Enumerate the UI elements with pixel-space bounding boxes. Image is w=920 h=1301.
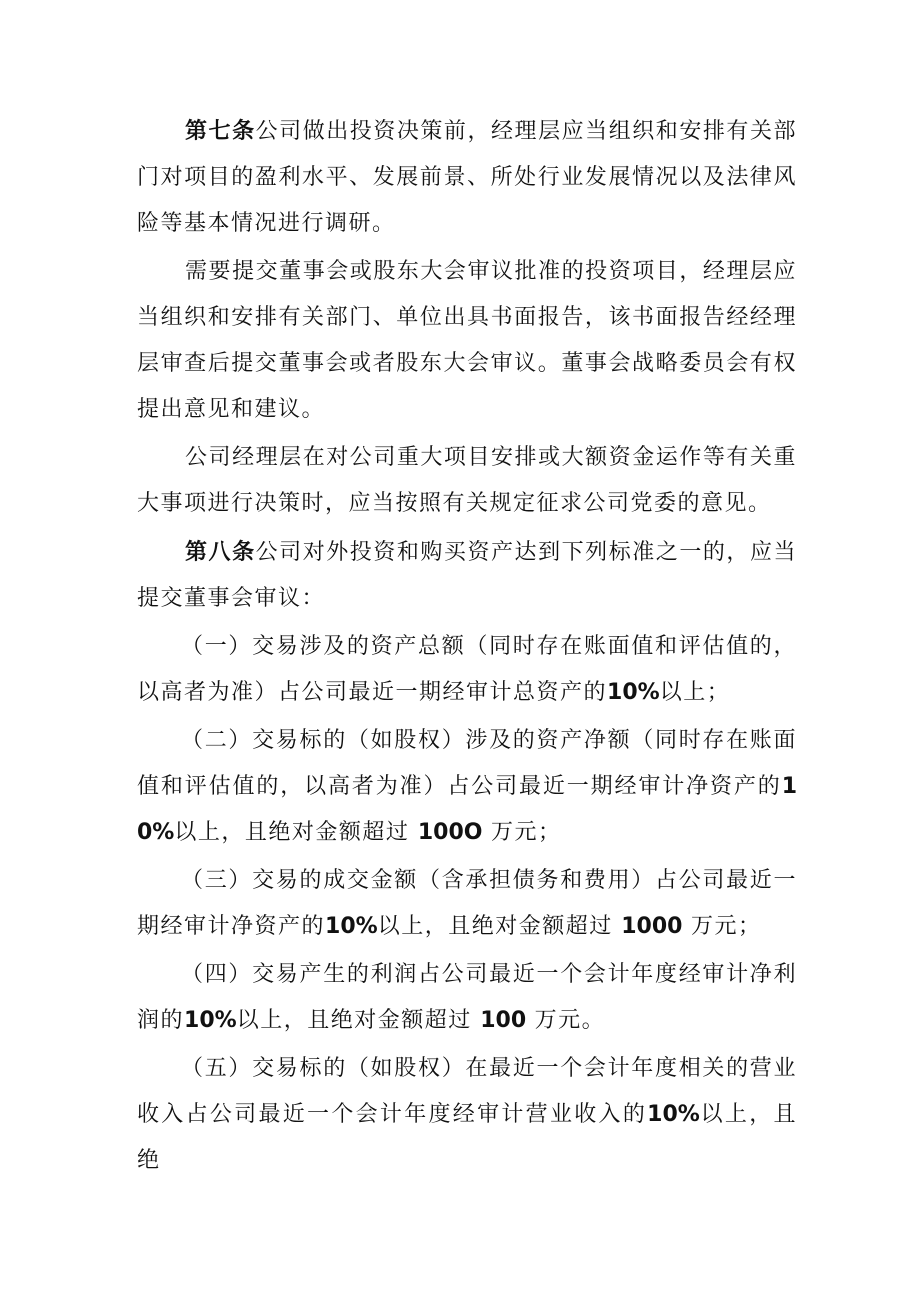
article-8-intro: 公司对外投资和购买资产达到下列标准之一的，应当提交董事会审议： [137,540,797,611]
item-4-text-mid: 以上，且绝对金额超过 [236,1008,472,1033]
item-3-text: （三）交易的成交金额（含承担债务和费用）占公司最近一期经审计净资产的 [137,868,797,939]
item-5-text-end: 以上，且绝 [137,1102,797,1173]
article-7-paragraph [137,108,797,247]
article-8-item-5 [137,1046,797,1184]
item-2-unit: 万元； [491,820,562,845]
article-7-paragraph-3: 公司经理层在对公司重大项目安排或大额资金运作等有关重大事项进行决策时，应当按照有关规定征求公司党委的意见。 [137,445,797,516]
item-1-percent: 10% [607,680,660,705]
item-3-amount: 1000 [621,914,683,939]
item-1-text: （一）交易涉及的资产总额（同时存在账面值和评估值的，以高者为准）占公司最近一期经审计总资产的 [137,634,797,705]
article-7-number: 第七条 [185,118,256,144]
item-2-amount: 100O [417,820,483,845]
article-7-paragraph-2: 需要提交董事会或股东大会审议批准的投资项目，经理层应当组织和安排有关部门、单位出具书面报告，该书面报告经经理层审查后提交董事会或者股东大会审议。董事会战略委员会有权提出意见和建议。 [137,259,797,422]
document-page [137,108,797,1184]
item-2-text-mid: 以上，且绝对金额超过 [174,820,410,845]
article-8-item-1 [137,624,797,716]
item-4-unit: 万元。 [534,1008,606,1033]
item-5-percent: 10% [647,1102,700,1127]
item-1-text-end: 以上； [659,680,731,705]
item-3-text-mid: 以上，且绝对金额超过 [377,914,613,939]
article-8-paragraph [137,529,797,622]
item-2-percent: 10% [137,774,797,845]
article-8-item-3 [137,858,797,950]
article-8-item-4 [137,952,797,1044]
article-7-text: 公司做出投资决策前，经理层应当组织和安排有关部门对项目的盈利水平、发展前景、所处行业发展情况以及法律风险等基本情况进行调研。 [137,119,797,236]
item-4-text: （四）交易产生的利润占公司最近一个会计年度经审计净利润的 [137,962,797,1033]
item-4-percent: 10% [184,1008,237,1033]
item-5-text: （五）交易标的（如股权）在最近一个会计年度相关的营业收入占公司最近一个会计年度经审计营业收入的 [137,1056,797,1127]
article-8-item-2 [137,718,797,856]
item-3-unit: 万元； [690,914,762,939]
item-4-amount: 100 [480,1008,527,1033]
item-2-text: （二）交易标的（如股权）涉及的资产净额（同时存在账面值和评估值的，以高者为准）占公司最近一期经审计净资产的 [137,728,797,799]
item-3-percent: 10% [325,914,378,939]
article-8-number: 第八条 [185,539,256,565]
